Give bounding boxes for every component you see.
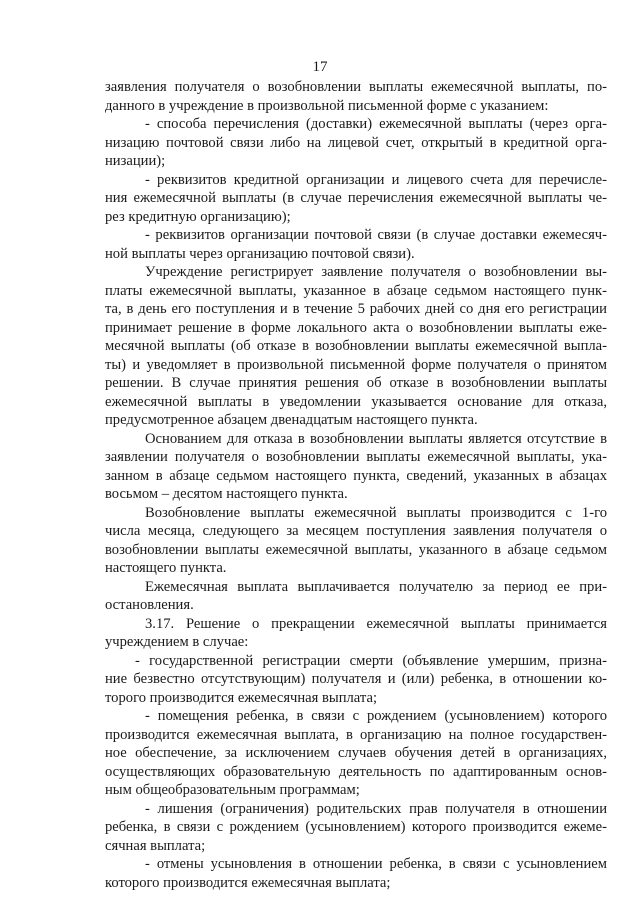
text-line: та, в день его поступления и в течение 5 рабочих дней со дня его регистрации <box>105 301 607 317</box>
text-line: настоящего пункта. <box>105 560 227 576</box>
text-line: Ежемесячная выплата выплачивается получателю за период ее при- <box>145 578 607 595</box>
text-line: - лишения (ограничения) родительских прав получателя в отношении <box>145 800 607 817</box>
text-line: низации); <box>105 153 166 169</box>
text-line: заявления получателя о возобновлении выплаты ежемесячной выплаты, по- <box>105 79 607 95</box>
text-line: Возобновление выплаты ежемесячной выплаты производится с 1-го <box>145 504 607 521</box>
text-line: предусмотренное абзацем двенадцатым настоящего пункта. <box>105 412 478 428</box>
text-line: - реквизитов кредитной организации и лицевого счета для перечисле- <box>145 171 607 188</box>
text-line: восьмом – десятом настоящего пункта. <box>105 486 348 502</box>
text-line: ния ежемесячной выплаты (в случае перечисления ежемесячной выплаты че- <box>105 190 607 206</box>
text-line: сячная выплата; <box>105 837 206 854</box>
text-line: числа месяца, следующего за месяцем поступления заявления получателя о <box>105 523 607 539</box>
text-line: остановления. <box>105 597 194 613</box>
text-line: осуществляющих образовательную деятельность по адаптированным основ- <box>105 763 607 780</box>
text-line: - отмены усыновления в отношении ребенка, в связи с усыновлением <box>145 856 607 872</box>
text-line: учреждением в случае: <box>105 634 249 650</box>
text-line: ребенка, в связи с рождением (усыновлением) которого производится ежеме- <box>105 819 607 835</box>
text-line: принимает решение в форме локального акта о возобновлении выплаты еже- <box>105 319 607 336</box>
text-line: занном в абзаце седьмом настоящего пункта, сведений, указанных в абзацах <box>105 467 607 484</box>
text-line: месячной выплаты (об отказе в возобновлении выплаты ежемесячной выпла- <box>105 338 607 354</box>
text-line: заявлении получателя о возобновлении выплаты ежемесячной выплаты, ука- <box>105 449 607 465</box>
text-line: платы ежемесячной выплаты, указанное в абзаце седьмом настоящего пунк- <box>105 282 607 299</box>
document-body <box>105 78 607 892</box>
text-line: ным общеобразовательным программам; <box>105 782 360 798</box>
text-line: - реквизитов организации почтовой связи (в случае доставки ежемесяч- <box>145 227 607 243</box>
text-line: Учреждение регистрирует заявление получателя о возобновлении вы- <box>145 264 607 280</box>
text-line: - государственной регистрации смерти (объявление умершим, призна- <box>135 652 607 669</box>
text-line: ное обеспечение, за исключением случаев обучения детей в организациях, <box>105 745 607 761</box>
text-line: которого производится ежемесячная выплата; <box>105 874 391 891</box>
text-line: - способа перечисления (доставки) ежемесячной выплаты (через орга- <box>145 116 607 132</box>
text-line: низацию почтовой связи либо на лицевой счет, открытый в кредитной орга- <box>105 134 607 151</box>
text-line: рез кредитную организацию); <box>105 208 291 225</box>
text-line: решении. В случае принятия решения об отказе в возобновлении выплаты <box>105 375 607 391</box>
text-line: ежемесячной выплаты в уведомлении указывается основание для отказа, <box>105 393 607 410</box>
page-number: 17 <box>312 59 328 75</box>
text-line: ной выплаты через организацию почтовой связи). <box>105 245 415 262</box>
text-line: ние безвестно отсутствующим) получателя и (или) ребенка, в отношении ко- <box>105 671 607 687</box>
text-line: ты) и уведомляет в произвольной письменной форме получателя о принятом <box>105 356 607 373</box>
text-line: Основанием для отказа в возобновлении выплаты является отсутствие в <box>145 430 607 447</box>
text-line: возобновлении выплаты ежемесячной выплаты, указанного в абзаце седьмом <box>105 541 607 558</box>
text-line: производится ежемесячная выплата, в организацию на полное государствен- <box>105 726 607 743</box>
text-line: - помещения ребенка, в связи с рождением (усыновлением) которого <box>145 708 607 724</box>
text-line: данного в учреждение в произвольной письменной форме с указанием: <box>105 97 549 114</box>
text-line: торого производится ежемесячная выплата; <box>105 689 377 706</box>
text-line: 3.17. Решение о прекращении ежемесячной выплаты принимается <box>145 615 607 632</box>
